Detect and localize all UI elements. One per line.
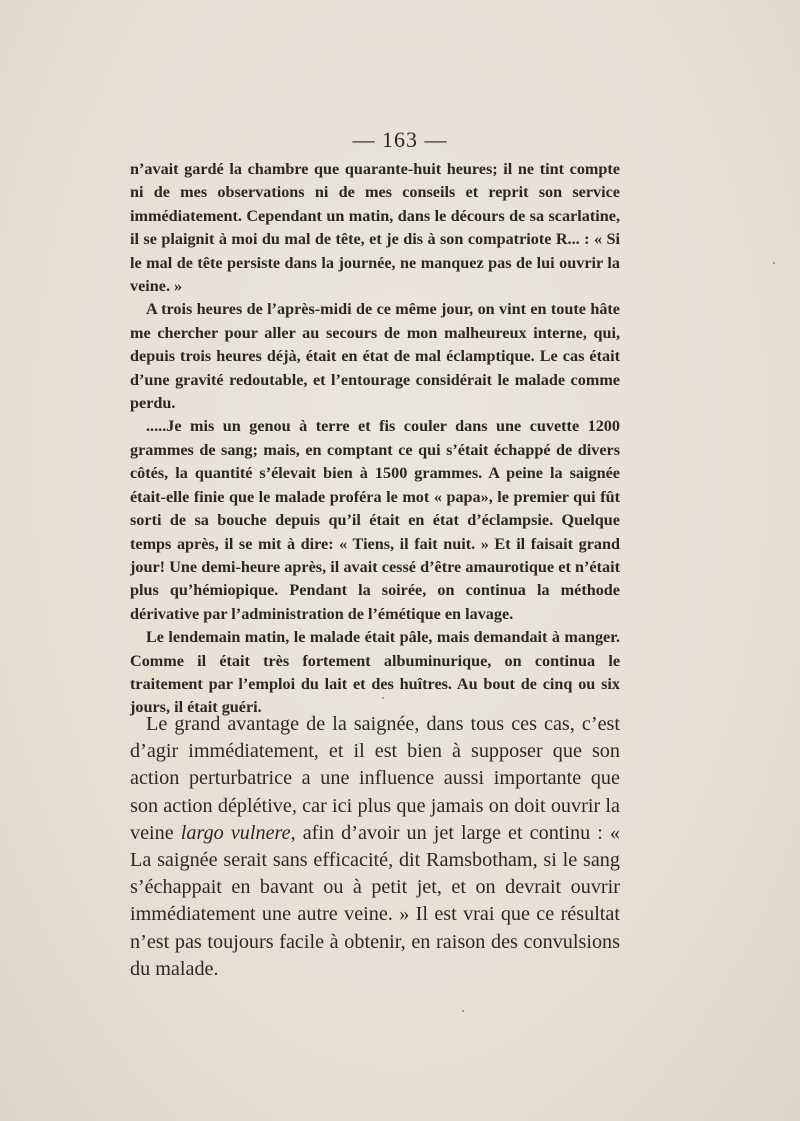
main-text-part-1: Le grand avantage de la saignée, dans tous ces cas, c’est d’agir immédiatement, et il est bien à supposer que son action perturbatrice a une influence aussi importante que son action déplétive, car ici plus que jamais on doit ouvrir la veine (130, 713, 620, 844)
main-text-part-2: , afin d’avoir un jet large et continu : « La saignée serait sans efficacité, dit Ramsbotham, si le sang s’échappait en bavant ou à petit jet, et on devrait ouvrir immédiatement une autre veine. » Il est vrai que ce résultat n’est pas toujours facile à obtenir, en raison des convulsions du malade. (130, 821, 621, 980)
paper-speck (462, 1010, 464, 1012)
quote-paragraph-3: .....Je mis un genou à terre et fis couler dans une cuvette 1200 grammes de sang; mais, en comptant ce qui s’était échappé de divers côtés, la quantité s’élevait bien à 1500 grammes. A peine la saignée était-elle finie que le malade proféra le mot « papa», le premier qui fût sorti de sa bouche depuis qu’il était en état d’éclampsie. Quelque temps après, il se mit à dire: « Tiens, il fait nuit. » Et il faisait grand jour! Une demi-heure après, il avait cessé d’être amaurotique et n’était plus qu’hémiopique. Pendant la soirée, on continua la méthode dérivative par l’administration de l’émétique en lavage. (130, 417, 620, 623)
paper-speck (773, 262, 775, 264)
quote-paragraph-1: n’avait gardé la chambre que quarante-huit heures; il ne tint compte ni de mes observations ni de mes conseils et reprit son service immédiatement. Cependant un matin, dans le décours de sa scarlatine, il se plaignit à moi du mal de tête, et je dis à son compatriote R... : « Si le mal de tête persiste dans la journée, ne manquez pas de lui ouvrir la veine. » (130, 160, 620, 296)
quoted-case-report (130, 158, 620, 720)
main-paragraph (130, 711, 620, 983)
quote-paragraph-2: A trois heures de l’après-midi de ce même jour, on vint en toute hâte me chercher pour aller au secours de mon malheureux interne, qui, depuis trois heures déjà, était en état de mal éclamptique. Le cas était d’une gravité redoutable, et l’entourage considérait le malade comme perdu. (130, 300, 620, 413)
main-text (130, 711, 620, 983)
page-number: — 163 — (352, 127, 448, 152)
paper-speck (382, 697, 384, 699)
latin-phrase: largo vulnere (180, 821, 291, 844)
quote-paragraph-4: Le lendemain matin, le malade était pâle, mais demandait à manger. Comme il était très fortement albuminurique, on continua le traitement par l’emploi du lait et des huîtres. Au bout de cinq ou six jours, il était guéri. (130, 628, 620, 717)
